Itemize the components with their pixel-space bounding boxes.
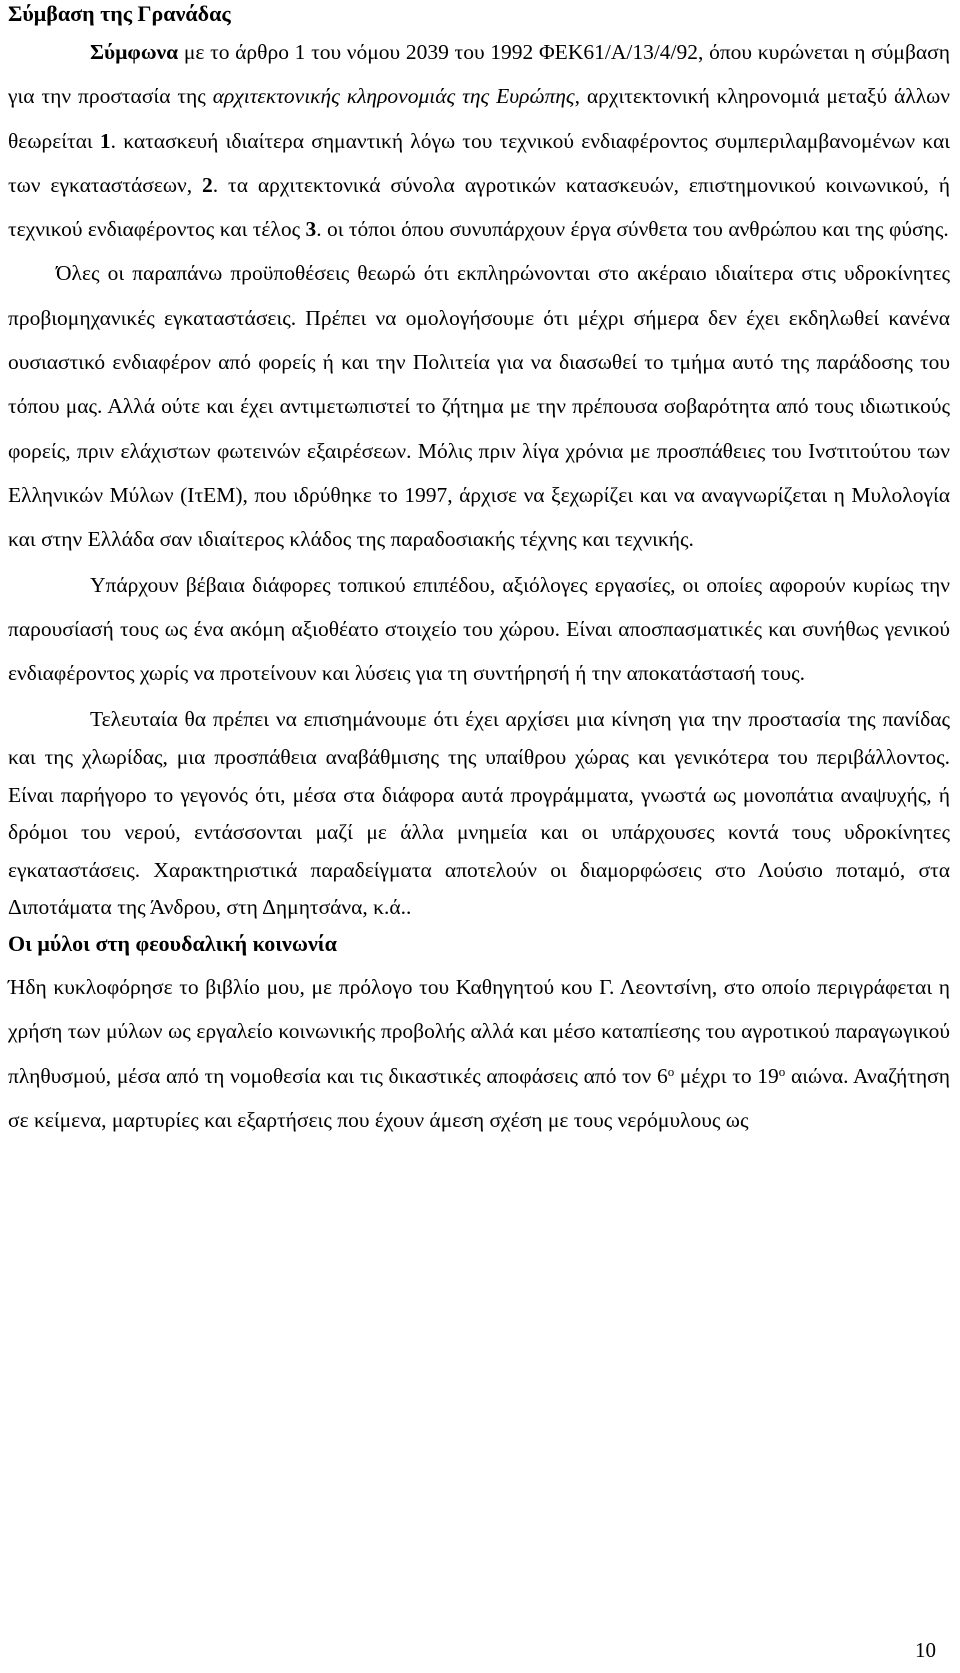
paragraph-conditions-fulfilled: Όλες οι παραπάνω προϋποθέσεις θεωρώ ότι εκπληρώνονται στο ακέραιο ιδιαίτερα στις υδροκίνητες προβιομηχανικές εγκαταστάσεις. Πρέπει να ομολογήσουμε ότι μέχρι σήμερα δεν έχει εκδηλωθεί κανένα ουσιαστικό ενδιαφέρον από φορείς ή και την Πολιτεία για να διασωθεί το τμήμα αυτό της παράδοσης του τόπου μας. Αλλά ούτε και έχει αντιμετωπιστεί το ζήτημα με την πρέπουσα σοβαρότητα από τους ιδιωτικούς φορείς, πριν ελάχιστων φωτεινών εξαιρέσεων. Μόλις πριν λίγα χρόνια με προσπάθειες του Ινστιτούτου των Ελληνικών Μύλων (ΙτΕΜ), που ιδρύθηκε το 1997, άρχισε να ξεχωρίζει και να αναγνωρίζεται η Μυλολογία και στην Ελλάδα σαν ιδιαίτερος κλάδος της παραδοσιακής τέχνης και τεχνικής.: [8, 261, 950, 552]
italic-phrase: αρχιτεκτονικής κληρονομιάς της Ευρώπης: [212, 84, 575, 109]
paragraph-protection-movement: Τελευταία θα πρέπει να επισημάνουμε ότι έχει αρχίσει μια κίνηση για την προστασία της πανίδας και της χλωρίδας, μια προσπάθεια αναβάθμισης της υπαίθρου χώρας και γενικότερα του περιβάλλοντος. Είναι παρήγορο το γεγονός ότι, μέσα στα διάφορα αυτά προγράμματα, γνωστά ως μονοπάτια αναψυχής, ή δρόμοι του νερού, εντάσσονται μαζί με άλλα μνημεία και οι υπάρχουσες κοντά τους υδροκίνητες εγκαταστάσεις. Χαρακτηριστικά παραδείγματα αποτελούν οι διαμορφώσεις στο Λούσιο ποταμό, στα Διποτάματα της Άνδρου, στη Δημητσάνα, κ.ά..: [8, 707, 950, 920]
text-run: . οι τόποι όπου συνυπάρχουν έργα σύνθετα του ανθρώπου και της φύσης.: [316, 217, 949, 242]
text-run: μέχρι το 19: [674, 1063, 779, 1088]
text-run: με το άρθρο 1 του νόμου 2039 του 1992 ΦΕΚ61/Α/13/4/92, όπου κυρώνεται η σύμβαση για την προστασία της: [8, 40, 950, 109]
text-run: , αρχιτεκτονική κληρονομιά μεταξύ άλλων θεωρείται: [8, 84, 950, 153]
paragraph-granada-convention: [8, 30, 950, 251]
text-run: . κατασκευή ιδιαίτερα σημαντική λόγω του τεχνικού ενδιαφέροντος συμπεριλαμβανομένων και των εγκαταστάσεων,: [8, 128, 950, 197]
text-run: αιώνα. Αναζήτηση σε κείμενα, μαρτυρίες και εξαρτήσεις που έχουν άμεση σχέση με τους νερόμυλους ως: [8, 1063, 950, 1132]
section-heading-granada-convention: Σύμβαση της Γρανάδας: [8, 1, 231, 26]
paragraph-local-studies: Υπάρχουν βέβαια διάφορες τοπικού επιπέδου, αξιόλογες εργασίες, οι οποίες αφορούν κυρίως την παρουσίασή τους ως ένα ακόμη αξιοθέατο στοιχείο του χώρου. Είναι αποσπασματικές και συνήθως γενικού ενδιαφέροντος χωρίς να προτείνουν και λύσεις για τη συντήρησή ή την αποκατάστασή τους.: [8, 572, 950, 686]
bold-lead-word: Σύμφωνα: [90, 40, 179, 64]
document-page: [8, 0, 950, 1142]
superscript-ordinal: ο: [778, 1063, 786, 1079]
paragraph-feudal-mills: [8, 965, 950, 1142]
list-number-3: 3: [305, 217, 317, 242]
list-number-1: 1: [99, 128, 111, 153]
list-number-2: 2: [202, 172, 213, 197]
text-run: Ήδη κυκλοφόρησε το βιβλίο μου, με πρόλογο του Καθηγητού κου Γ. Λεοντσίνη, στο οποίο περιγράφεται η χρήση των μύλων ως εργαλείο κοινωνικής προβολής αλλά και μέσο καταπίεσης του αγροτικού παραγωγικού πληθυσμού, μέσα από τη νομοθεσία και τις δικαστικές αποφάσεις από τον 6: [8, 975, 950, 1088]
section-heading-mills-feudal-society: Οι μύλοι στη φεουδαλική κοινωνία: [8, 931, 337, 957]
text-run: . τα αρχιτεκτονικά σύνολα αγροτικών κατασκευών, επιστημονικού κοινωνικού, ή τεχνικού ενδιαφέροντος και τέλος: [8, 172, 950, 242]
page-number: 10: [915, 1638, 936, 1662]
superscript-ordinal: ο: [667, 1063, 675, 1079]
